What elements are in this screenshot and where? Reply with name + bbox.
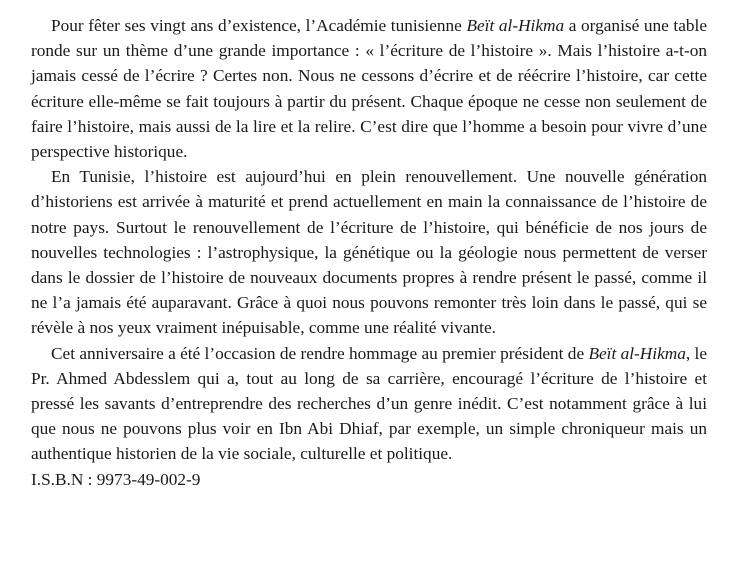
institution-name: Beït al-Hikma	[588, 343, 686, 363]
paragraph-2-text: En Tunisie, l’histoire est aujourd’hui en plein renouvellement. Une nouvelle génération d’historiens est arrivée à maturité et prend actuellement en main la connaissance de l’histoire de notre pays. Surtout le renouvellement de l’écriture de l’histoire, qui bénéficie de nos jours de nouvelles technologies : l’astrophysique, la génétique ou la géologie nous permettent de verser dans le dossier de l’histoire de nouveaux documents propres à rendre présent le passé, comme il ne l’a jamais été auparavant. Grâce à quoi nous pouvons remonter très loin dans le passé, qui se révèle à nos yeux vraiment inépuisable, comme une réalité vivante.	[31, 167, 707, 338]
paragraph-1-text: Pour fêter ses vingt ans d’existence, l’Académie tunisienne	[51, 16, 467, 35]
institution-name: Beït al-Hikma	[466, 16, 565, 35]
paragraph-tribute	[31, 341, 707, 467]
paragraph-tunisia	[31, 164, 707, 340]
paragraph-anniversary	[31, 13, 707, 164]
paragraph-3-text: Cet anniversaire a été l’occasion de rendre hommage au premier président de	[51, 343, 589, 363]
paragraph-1-text-cont: a organisé une table ronde sur un thème d’une grande importance : « l’écriture de l’histoire ». Mais l’histoire a-t-on jamais cessé de l’écrire ? Certes non. Nous ne cessons d’écrire et de réécrire l’histoire, car cette écriture elle-même se fait toujours à partir du présent. Chaque époque ne cesse non seulement de faire l’histoire, mais aussi de la lire et la relire. C’est dire que l’homme a besoin pour vivre d’une perspective historique.	[31, 16, 708, 162]
isbn-line: I.S.B.N : 9973-49-002-9	[31, 469, 201, 489]
document-page	[31, 13, 707, 492]
paragraph-3-text-cont: , le Pr. Ahmed Abdesslem qui a, tout au long de sa carrière, encouragé l’écriture de l’histoire et pressé les savants d’entreprendre des recherches d’un genre inédit. C’est notamment grâce à lui que nous ne pouvons plus voir en Ibn Abi Dhiaf, par exemple, un simple chroniqueur mais un authentique historien de la vie sociale, culturelle et politique.	[31, 343, 707, 464]
